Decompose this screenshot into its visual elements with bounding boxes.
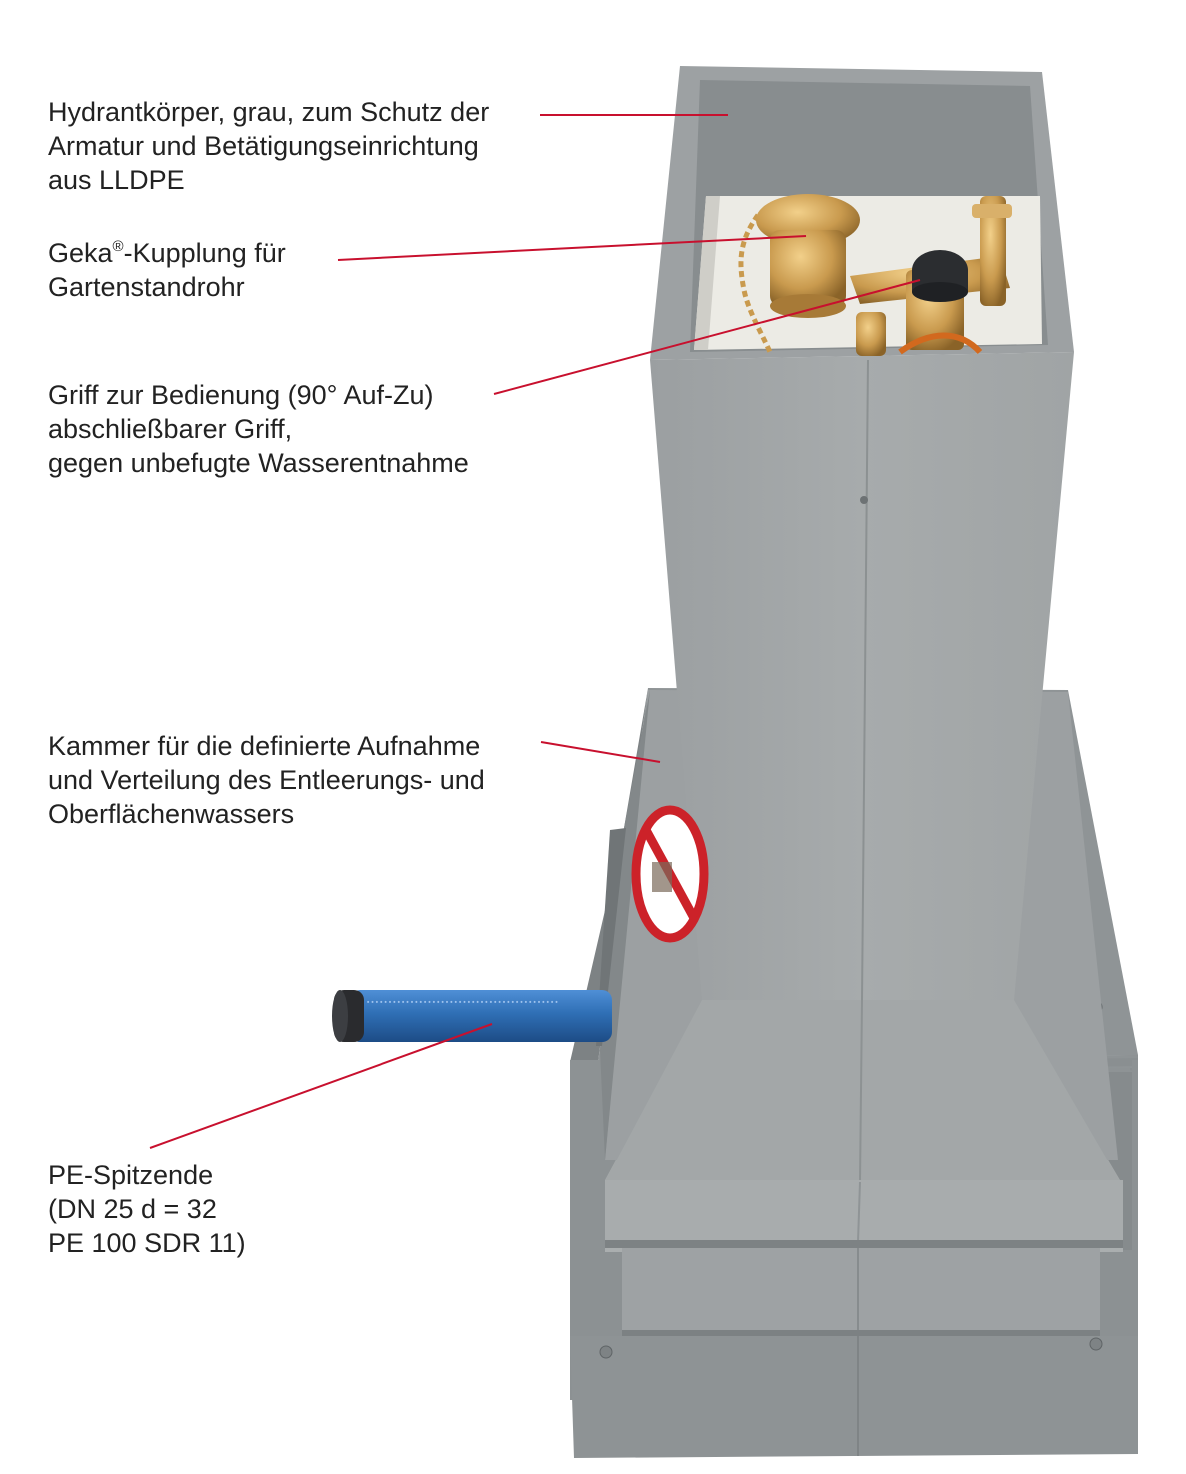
prohibition-sticker	[634, 808, 706, 940]
callout-geka-line-1	[48, 236, 286, 270]
callout-griff-line-3: gegen unbefugte Wasserentnahme	[48, 448, 469, 478]
pe-pipe	[332, 990, 612, 1042]
callout-griff-line-1: Griff zur Bedienung (90° Auf-Zu)	[48, 380, 434, 410]
registered-mark: ®	[112, 238, 124, 255]
callout-pe-spigot	[48, 1158, 246, 1260]
callout-pe-line-3: PE 100 SDR 11)	[48, 1228, 246, 1258]
svg-text:∙∙∙∙∙∙∙∙∙∙∙∙∙∙∙∙∙∙∙∙∙∙∙∙∙∙∙∙∙∙: ∙∙∙∙∙∙∙∙∙∙∙∙∙∙∙∙∙∙∙∙∙∙∙∙∙∙∙∙∙∙∙∙∙∙∙∙∙∙∙∙∙∙∙∙	[366, 998, 559, 1006]
callout-kammer-line-2: und Verteilung des Entleerungs- und	[48, 765, 485, 795]
callout-geka-coupling	[48, 236, 286, 304]
callout-geka-rest: -Kupplung für	[123, 238, 286, 268]
callout-body-line-2: Armatur und Betätigungseinrichtung	[48, 131, 479, 161]
callout-body-line-3: aus LLDPE	[48, 165, 185, 195]
callout-kammer-line-1: Kammer für die definierte Aufnahme	[48, 731, 481, 761]
callout-geka-brand: Geka	[48, 238, 113, 268]
callout-hydrant-body	[48, 95, 489, 197]
callout-griff-line-2: abschließbarer Griff,	[48, 414, 293, 444]
leader-line-pe	[150, 1024, 492, 1148]
callout-kammer-line-3: Oberflächenwassers	[48, 799, 295, 829]
callout-pe-line-2: (DN 25 d = 32	[48, 1194, 217, 1224]
callout-handle	[48, 378, 469, 480]
callout-body-line-1: Hydrantkörper, grau, zum Schutz der	[48, 97, 490, 127]
callout-geka-line-2: Gartenstandrohr	[48, 272, 245, 302]
callout-chamber	[48, 729, 485, 831]
callout-pe-line-1: PE-Spitzende	[48, 1160, 214, 1190]
